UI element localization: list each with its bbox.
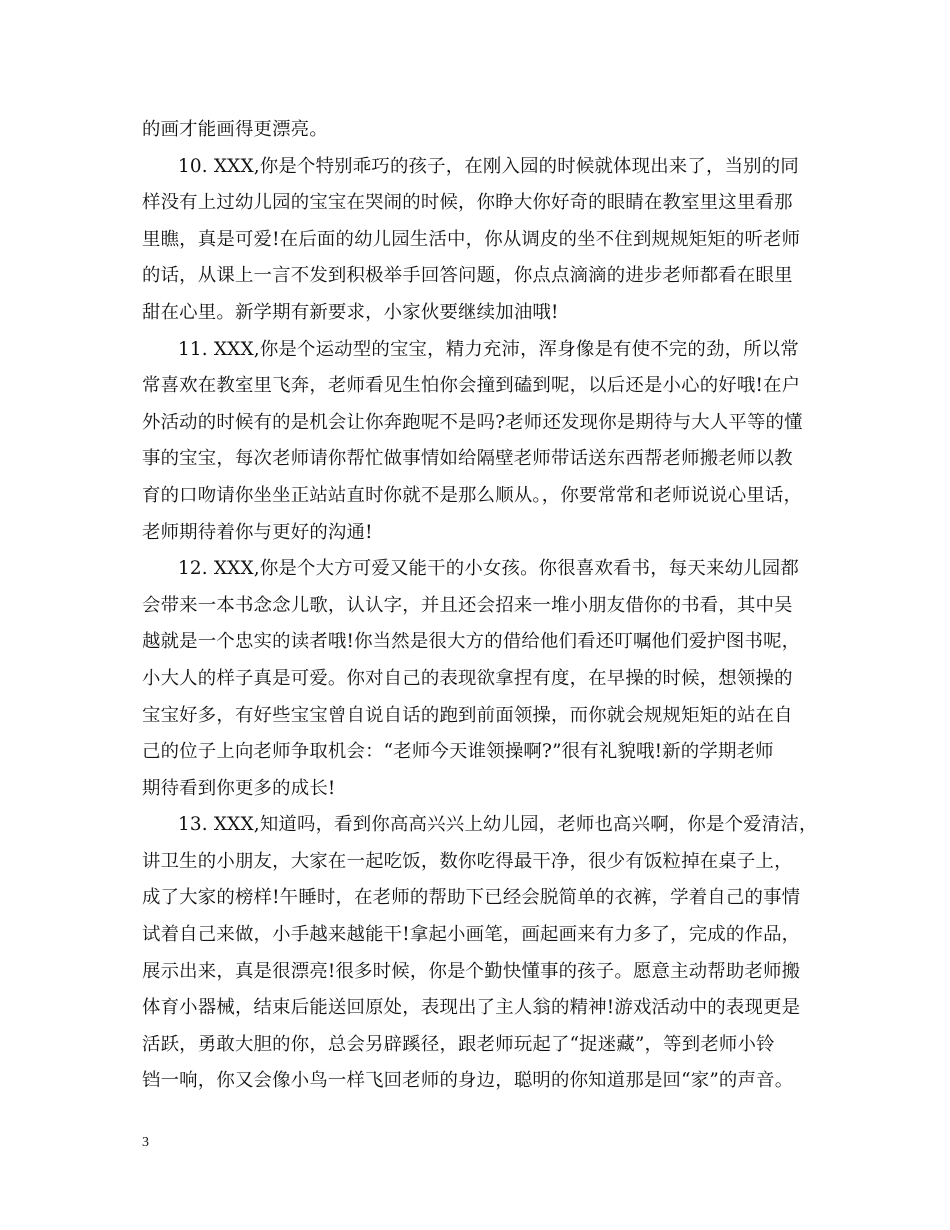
- text-line: 讲卫生的小朋友，大家在一起吃饭，数你吃得最干净，很少有饭粒掉在桌子上，: [142, 850, 793, 872]
- text-line: 活跃，勇敢大胆的你，总会另辟蹊径，跟老师玩起了“捉迷藏”，等到老师小铃: [142, 1033, 775, 1055]
- text-line: 常喜欢在教室里飞奔，老师看见生怕你会撞到磕到呢，以后还是小心的好哦!在户: [142, 375, 801, 397]
- text-line: 外活动的时候有的是机会让你奔跑呢不是吗?老师还发现你是期待与大人平等的懂: [142, 411, 803, 433]
- text-line: 越就是一个忠实的读者哦!你当然是很大方的借给他们看还叮嘱他们爱护图书呢，: [142, 631, 801, 653]
- page-number: 3: [142, 1135, 149, 1150]
- text-line: 成了大家的榜样!午睡时，在老师的帮助下已经会脱简单的衣裤，学着自己的事情: [142, 887, 801, 909]
- text-line: 育的口吻请你坐坐正站站直时你就不是那么顺从。，你要常常和老师说说心里话，: [142, 484, 803, 506]
- paragraph-first-line: 12. XXX,你是个大方可爱又能干的小女孩。你很喜欢看书，每天来幼儿园都: [178, 558, 799, 580]
- text-line: 展示出来，真是很漂亮!很多时候，你是个勤快懂事的孩子。愿意主动帮助老师搬: [142, 960, 801, 982]
- body-text: [142, 112, 822, 1100]
- paragraph-first-line: 10. XXX,你是个特别乖巧的孩子，在刚入园的时候就体现出来了，当别的同: [178, 155, 799, 177]
- text-line: 样没有上过幼儿园的宝宝在哭闹的时候，你睁大你好奇的眼睛在教室里这里看那: [142, 192, 793, 214]
- text-line: 甜在心里。新学期有新要求，小家伙要继续加油哦!: [142, 301, 559, 323]
- text-line: 己的位子上向老师争取机会：“老师今天谁领操啊?”很有礼貌哦!新的学期老师: [142, 741, 774, 763]
- paragraph-first-line: 13. XXX,知道吗，看到你高高兴兴上幼儿园，老师也高兴啊，你是个爱清洁，: [178, 814, 818, 836]
- text-line: 的话，从课上一言不发到积极举手回答问题，你点点滴滴的进步老师都看在眼里: [142, 265, 793, 287]
- text-line: 期待看到你更多的成长!: [142, 777, 336, 799]
- text-line: 会带来一本书念念儿歌，认认字，并且还会招来一堆小朋友借你的书看，其中吴: [142, 594, 793, 616]
- text-line: 老师期待着你与更好的沟通!: [142, 521, 373, 543]
- text-line: 里瞧，真是可爱!在后面的幼儿园生活中，你从调皮的坐不住到规规矩矩的听老师: [142, 228, 801, 250]
- text-line: 试着自己来做，小手越来越能干!拿起小画笔，画起画来有力多了，完成的作品，: [142, 924, 801, 946]
- text-line: 事的宝宝，每次老师请你帮忙做事情如给隔壁老师带话送东西帮老师搬老师以教: [142, 448, 793, 470]
- text-line: 体育小器械，结束后能送回原处，表现出了主人翁的精神!游戏活动中的表现更是: [142, 997, 801, 1019]
- text-line: 小大人的样子真是可爱。你对自己的表现欲拿捏有度，在早操的时候，想领操的: [142, 667, 793, 689]
- paragraph-first-line: 11. XXX,你是个运动型的宝宝，精力充沛，浑身像是有使不完的劲，所以常: [178, 338, 799, 360]
- text-line: 铛一响，你又会像小鸟一样飞回老师的身边，聪明的你知道那是回“家”的声音。: [142, 1070, 794, 1092]
- text-line: 宝宝好多，有好些宝宝曾自说自话的跑到前面领操，而你就会规规矩矩的站在自: [142, 704, 793, 726]
- text-line: 的画才能画得更漂亮。: [142, 119, 328, 140]
